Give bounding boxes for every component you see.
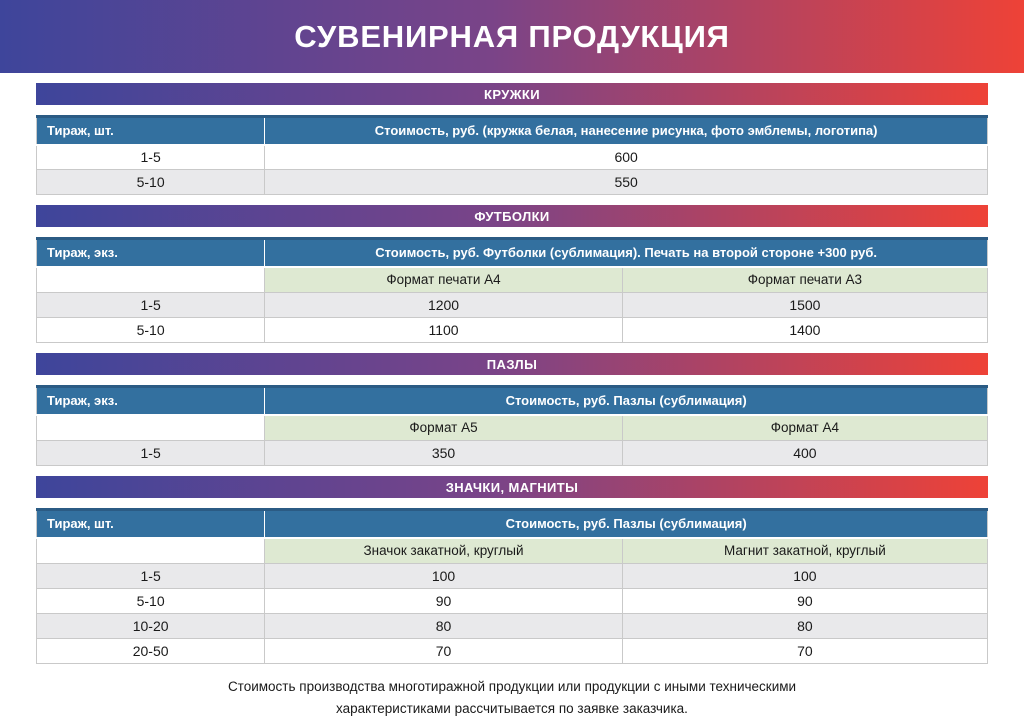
product-section [36, 83, 988, 195]
section-title: ПАЗЛЫ [486, 356, 538, 372]
table-header-row [37, 387, 988, 415]
table-subheader-row [37, 538, 988, 564]
table-row [37, 145, 988, 170]
column-header-cost: Стоимость, руб. Пазлы (сублимация) [265, 510, 988, 538]
table-header-row [37, 117, 988, 145]
tirazh-cell: 5-10 [37, 589, 265, 614]
table-row [37, 564, 988, 589]
table-row [37, 293, 988, 318]
price-cell: 1200 [265, 293, 623, 318]
column-header-cost: Стоимость, руб. (кружка белая, нанесение рисунка, фото эмблемы, логотипа) [265, 117, 988, 145]
sections [36, 83, 988, 664]
tirazh-cell: 1-5 [37, 564, 265, 589]
tirazh-cell: 1-5 [37, 293, 265, 318]
table-subheader-row [37, 415, 988, 441]
table-header-row [37, 510, 988, 538]
price-cell: 80 [622, 614, 987, 639]
subheader-empty-cell [37, 538, 265, 564]
product-section [36, 476, 988, 664]
price-table [36, 237, 988, 343]
price-cell: 70 [265, 639, 623, 664]
subheader-format-cell: Значок закатной, круглый [265, 538, 623, 564]
price-cell: 90 [622, 589, 987, 614]
price-cell: 1500 [622, 293, 987, 318]
table-row [37, 318, 988, 343]
section-title: КРУЖКИ [484, 86, 540, 102]
price-cell: 1100 [265, 318, 623, 343]
table-row [37, 441, 988, 466]
tirazh-cell: 1-5 [37, 145, 265, 170]
footer-note-line-1: Стоимость производства многотиражной продукции или продукции с иными техническими [227, 679, 797, 694]
price-cell: 600 [265, 145, 988, 170]
table-header-row [37, 239, 988, 267]
column-header-cost: Стоимость, руб. Футболки (сублимация). Печать на второй стороне +300 руб. [265, 239, 988, 267]
table-row [37, 614, 988, 639]
table-row [37, 170, 988, 195]
price-cell: 100 [622, 564, 987, 589]
page-header [0, 0, 1024, 73]
subheader-format-cell: Формат печати А3 [622, 267, 987, 293]
content [0, 83, 1024, 721]
product-section [36, 353, 988, 466]
footer-note-line-2: характеристиками рассчитывается по заявке заказчика. [336, 701, 688, 717]
price-table [36, 508, 988, 664]
price-cell: 70 [622, 639, 987, 664]
section-title-bar [36, 205, 988, 227]
column-header-cost: Стоимость, руб. Пазлы (сублимация) [265, 387, 988, 415]
section-title-bar [36, 353, 988, 375]
subheader-format-cell: Магнит закатной, круглый [622, 538, 987, 564]
subheader-empty-cell [37, 267, 265, 293]
section-title-bar [36, 476, 988, 498]
subheader-format-cell: Формат А5 [265, 415, 623, 441]
section-title-bar [36, 83, 988, 105]
footer-note [36, 676, 988, 721]
price-cell: 1400 [622, 318, 987, 343]
price-cell: 90 [265, 589, 623, 614]
section-title: ЗНАЧКИ, МАГНИТЫ [445, 479, 579, 495]
price-cell: 400 [622, 441, 987, 466]
subheader-format-cell: Формат А4 [622, 415, 987, 441]
subheader-empty-cell [37, 415, 265, 441]
tirazh-cell: 1-5 [37, 441, 265, 466]
table-row [37, 589, 988, 614]
table-subheader-row [37, 267, 988, 293]
table-row [37, 639, 988, 664]
column-header-tirazh: Тираж, шт. [37, 510, 265, 538]
column-header-tirazh: Тираж, шт. [37, 117, 265, 145]
price-cell: 350 [265, 441, 623, 466]
tirazh-cell: 5-10 [37, 318, 265, 343]
column-header-tirazh: Тираж, экз. [37, 387, 265, 415]
price-cell: 100 [265, 564, 623, 589]
price-cell: 80 [265, 614, 623, 639]
page-title: СУВЕНИРНАЯ ПРОДУКЦИЯ [294, 18, 730, 54]
price-cell: 550 [265, 170, 988, 195]
tirazh-cell: 5-10 [37, 170, 265, 195]
subheader-format-cell: Формат печати А4 [265, 267, 623, 293]
price-table [36, 115, 988, 195]
section-title: ФУТБОЛКИ [474, 208, 550, 224]
product-section [36, 205, 988, 343]
tirazh-cell: 20-50 [37, 639, 265, 664]
price-table [36, 385, 988, 466]
column-header-tirazh: Тираж, экз. [37, 239, 265, 267]
tirazh-cell: 10-20 [37, 614, 265, 639]
